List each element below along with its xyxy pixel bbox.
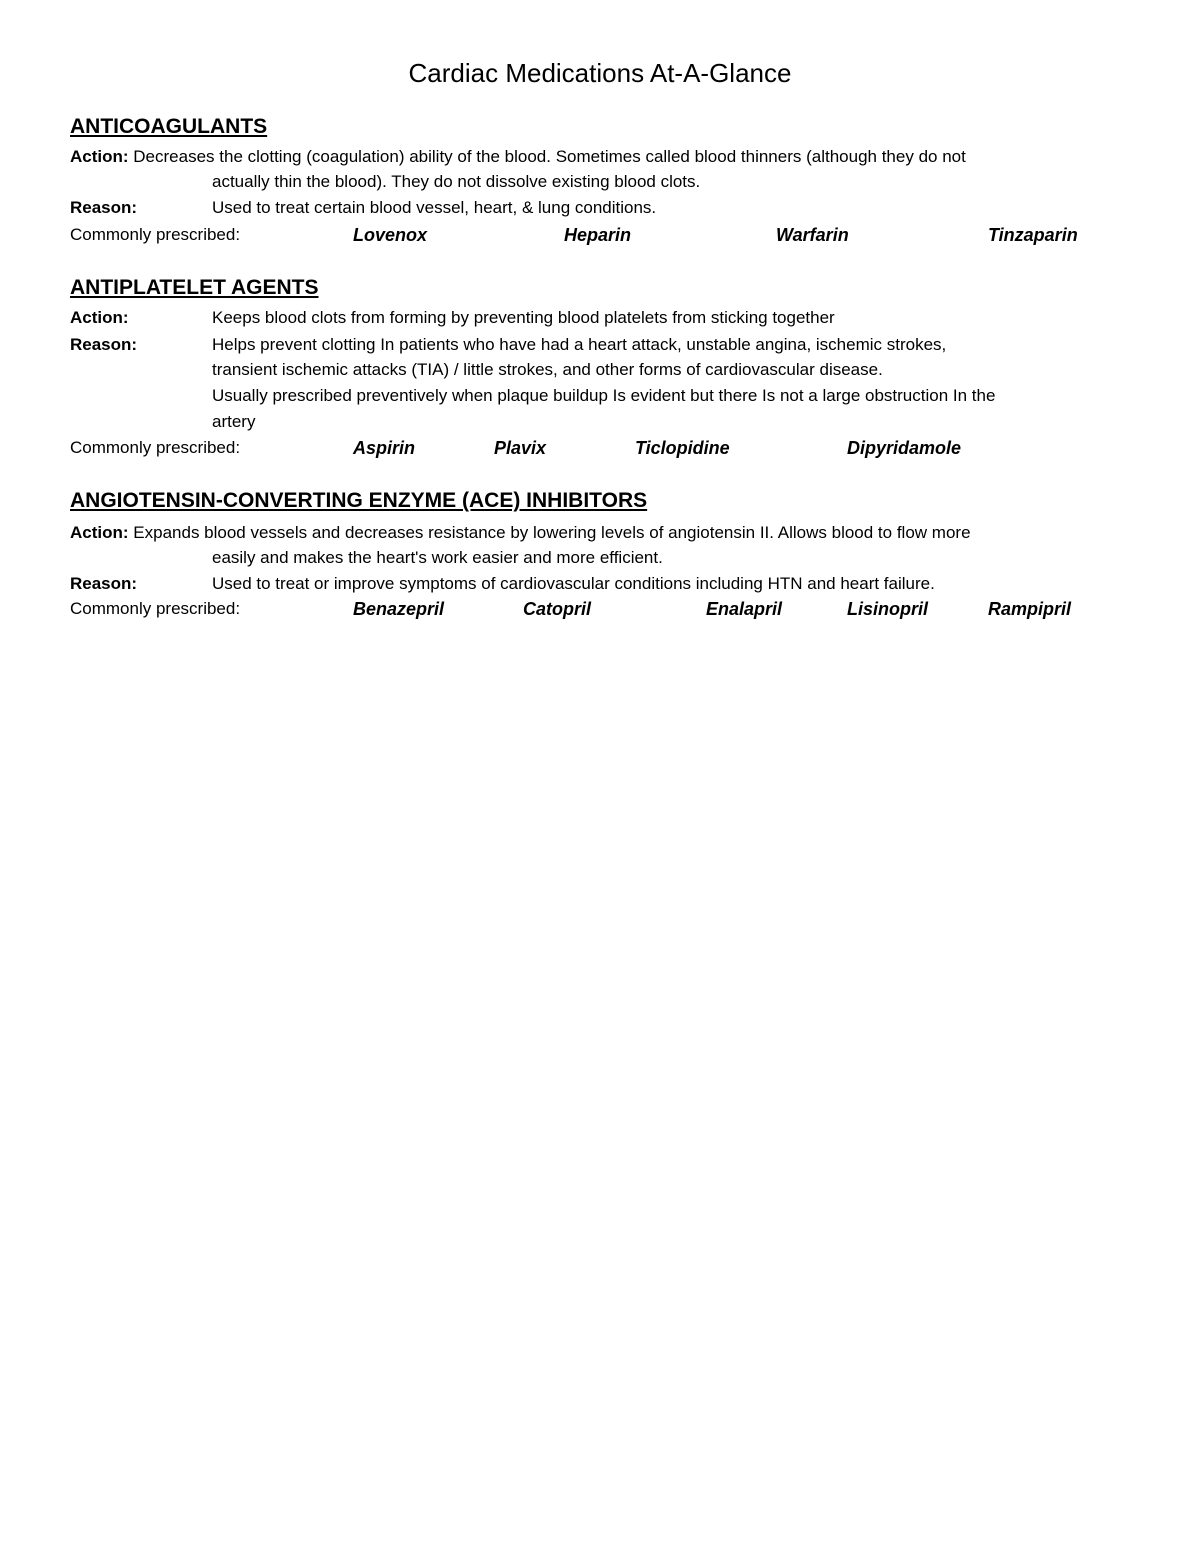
drug-lovenox: Lovenox <box>353 225 428 245</box>
antiplatelet-reason-text-1: Helps prevent clotting In patients who have had a heart attack, unstable angina, ischemic strokes, <box>212 335 947 354</box>
drug-rampipril: Rampipril <box>988 599 1072 619</box>
anticoagulants-reason-label: Reason: <box>70 198 138 217</box>
drug-heparin: Heparin <box>564 225 632 245</box>
drug-warfarin: Warfarin <box>776 225 849 245</box>
ace-action-text-1: Expands blood vessels and decreases resistance by lowering levels of angiotensin II. Allows blood to flow more <box>133 523 971 542</box>
ace-common-label: Commonly prescribed: <box>70 599 241 618</box>
section-heading-antiplatelet: ANTIPLATELET AGENTS <box>70 276 319 299</box>
drug-plavix: Plavix <box>494 438 547 458</box>
anticoagulants-action-text-2: actually thin the blood). They do not dissolve existing blood clots. <box>212 172 701 191</box>
drug-tinzaparin: Tinzaparin <box>988 225 1078 245</box>
antiplatelet-action-text-1: Keeps blood clots from forming by preventing blood platelets from sticking together <box>212 308 835 327</box>
ace-reason-label: Reason: <box>70 574 138 593</box>
section-heading-ace-inhibitors: ANGIOTENSIN-CONVERTING ENZYME (ACE) INHIBITORS <box>70 489 648 512</box>
antiplatelet-reason-text-2: transient ischemic attacks (TIA) / little strokes, and other forms of cardiovascular disease. <box>212 360 883 379</box>
drug-enalapril: Enalapril <box>706 599 783 619</box>
antiplatelet-reason-text-4: artery <box>212 412 256 431</box>
drug-aspirin: Aspirin <box>353 438 416 458</box>
drug-lisinopril: Lisinopril <box>847 599 928 619</box>
section-heading-anticoagulants: ANTICOAGULANTS <box>70 115 268 138</box>
antiplatelet-common-label: Commonly prescribed: <box>70 438 241 457</box>
anticoagulants-action-line-1 <box>70 145 966 169</box>
anticoagulants-common-label: Commonly prescribed: <box>70 225 241 244</box>
drug-ticlopidine: Ticlopidine <box>635 438 730 458</box>
ace-action-line-1 <box>70 521 971 545</box>
anticoagulants-action-label: Action: <box>70 147 129 166</box>
anticoagulants-action-text-1: Decreases the clotting (coagulation) ability of the blood. Sometimes called blood thinners (although they do not <box>133 147 966 166</box>
drug-catopril: Catopril <box>523 599 592 619</box>
ace-action-text-2: easily and makes the heart's work easier and more efficient. <box>212 548 663 567</box>
ace-reason-text-1: Used to treat or improve symptoms of cardiovascular conditions including HTN and heart failure. <box>212 574 935 593</box>
page-title: Cardiac Medications At-A-Glance <box>408 58 792 88</box>
antiplatelet-action-label: Action: <box>70 308 129 327</box>
antiplatelet-reason-text-3: Usually prescribed preventively when plaque buildup Is evident but there Is not a large obstruction In the <box>212 386 996 405</box>
drug-dipyridamole: Dipyridamole <box>847 438 962 458</box>
antiplatelet-reason-label: Reason: <box>70 335 138 354</box>
ace-action-label: Action: <box>70 523 129 542</box>
anticoagulants-reason-text-1: Used to treat certain blood vessel, heart, & lung conditions. <box>212 198 657 217</box>
drug-benazepril: Benazepril <box>353 599 445 619</box>
